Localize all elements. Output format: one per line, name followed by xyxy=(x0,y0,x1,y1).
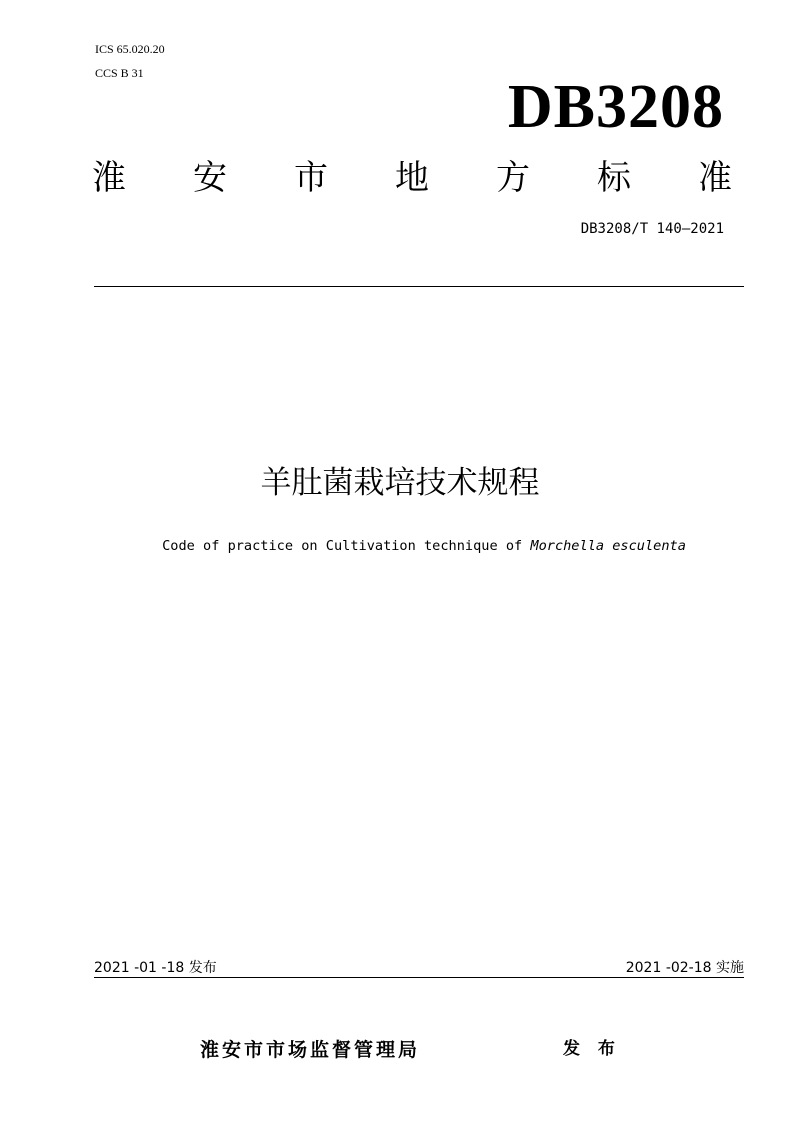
heading-char: 方 xyxy=(496,158,530,198)
implement-date: 2021 -02-18 实施 xyxy=(625,960,744,976)
top-divider xyxy=(94,286,744,287)
heading-char: 市 xyxy=(294,158,328,198)
issue-label: 发 布 xyxy=(563,1039,621,1059)
ics-code: ICS 65.020.20 xyxy=(95,42,165,56)
issuing-authority: 淮安市市场监督管理局 xyxy=(200,1039,421,1061)
heading-char: 准 xyxy=(698,158,732,198)
bottom-divider xyxy=(94,977,744,978)
document-title-en xyxy=(0,537,800,555)
document-title-cn: 羊肚菌栽培技术规程 xyxy=(260,465,540,501)
heading-char: 标 xyxy=(597,158,631,198)
heading-char: 地 xyxy=(395,158,429,198)
title-en-species: Morchella esculenta xyxy=(530,538,686,554)
publish-date: 2021 -01 -18 发布 xyxy=(94,960,217,976)
title-en-text: Code of practice on Cultivation technique of xyxy=(162,538,531,554)
standard-number: DB3208/T 140—2021 xyxy=(580,221,724,237)
local-standard-heading xyxy=(92,156,732,200)
heading-char: 淮 xyxy=(92,158,126,198)
standard-code-title: DB3208 xyxy=(507,73,724,141)
heading-char: 安 xyxy=(193,158,227,198)
ccs-code: CCS B 31 xyxy=(95,66,144,80)
